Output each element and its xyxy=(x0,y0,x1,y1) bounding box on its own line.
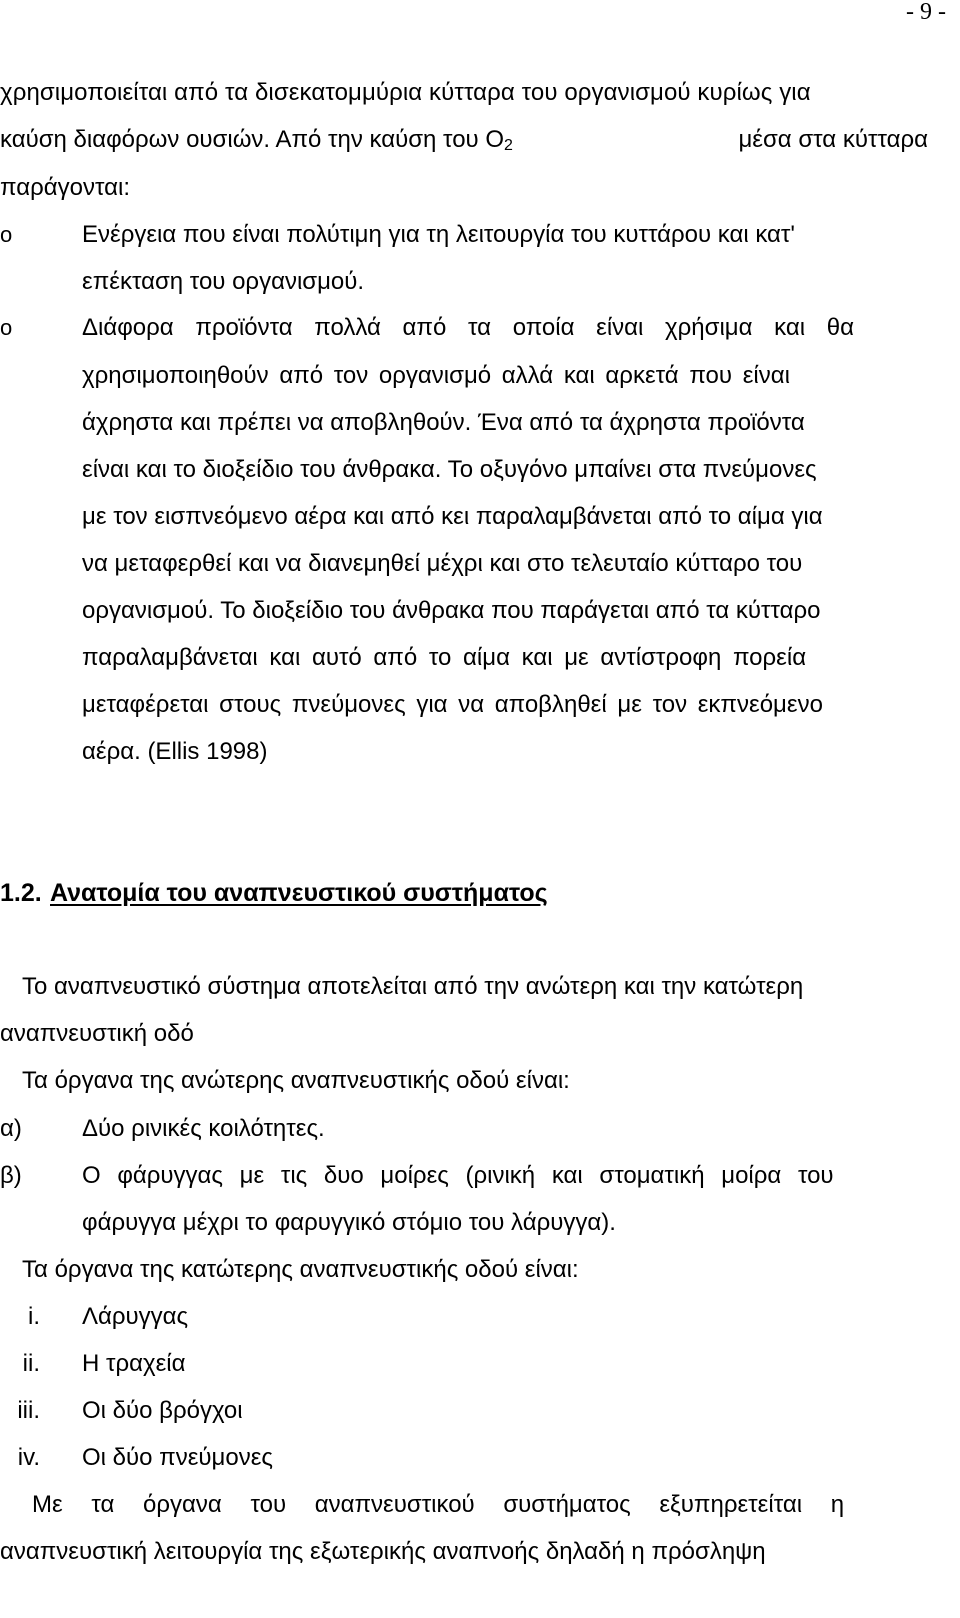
section-heading xyxy=(0,878,960,908)
para1-line-1 xyxy=(0,972,960,1002)
para1-line-2 xyxy=(0,1019,960,1049)
lower-item-2-text: Η τραχεία xyxy=(82,1350,186,1377)
upper-item-1-marker: α) xyxy=(0,1115,22,1142)
intro-line-3 xyxy=(0,173,960,203)
upper-item-2 xyxy=(0,1161,960,1191)
bullet-2-line-10 xyxy=(0,737,960,767)
lower-item-1-marker: i. xyxy=(28,1303,40,1330)
lower-intro-text: Τα όργανα της κατώτερης αναπνευστικής οδού είναι: xyxy=(22,1256,579,1283)
closing-line-2 xyxy=(0,1537,960,1567)
bullet-2-text-10: αέρα. (Ellis 1998) xyxy=(82,738,268,765)
bullet-1-text-2: επέκταση του οργανισμού. xyxy=(82,268,365,295)
bullet-2-text-2: χρησιμοποιηθούν από τον οργανισμό αλλά και αρκετά που είναι xyxy=(82,362,790,389)
bullet-2-text-8: παραλαμβάνεται και αυτό από το αίμα και με αντίστροφη πορεία xyxy=(82,644,807,671)
bullet-2-text-4: είναι και το διοξείδιο του άνθρακα. Το οξυγόνο μπαίνει στα πνεύμονες xyxy=(82,456,817,483)
lower-item-2-marker: ii. xyxy=(22,1350,40,1377)
bullet-2-line-4 xyxy=(0,455,960,485)
bullet-marker-1: o xyxy=(0,222,13,247)
bullet-2-line-2 xyxy=(0,361,960,391)
intro-line-2-b: μέσα στα κύτταρα xyxy=(738,126,928,153)
lower-item-3 xyxy=(0,1396,960,1426)
intro-line-2-a: καύση διαφόρων ουσιών. Από την καύση του $O_2$ xyxy=(0,126,513,154)
lower-item-4 xyxy=(0,1443,960,1473)
upper-intro-text: Τα όργανα της ανώτερης αναπνευστικής οδού είναι: xyxy=(22,1067,570,1094)
lower-item-4-text: Οι δύο πνεύμονες xyxy=(82,1444,273,1471)
upper-intro xyxy=(0,1066,960,1096)
lower-item-2 xyxy=(0,1349,960,1379)
upper-item-2-text-1: Ο φάρυγγας με τις δυο μοίρες (ρινική και στοματική μοίρα του xyxy=(82,1162,834,1189)
bullet-1-text-1: Ενέργεια που είναι πολύτιμη για τη λειτουργία του κυττάρου και κατ' xyxy=(82,221,795,248)
intro-line-3-text: παράγονται: xyxy=(0,174,130,201)
bullet-2-line-7 xyxy=(0,596,960,626)
lower-item-4-marker: iv. xyxy=(17,1444,40,1471)
bullet-marker-2: o xyxy=(0,315,13,340)
bullet-2-text-9: μεταφέρεται στους πνεύμονες για να αποβληθεί με τον εκπνεόμενο xyxy=(82,691,823,718)
bullet-2-text-3: άχρηστα και πρέπει να αποβληθούν. Ένα από τα άχρηστα προϊόντα xyxy=(82,409,805,436)
upper-item-2-cont xyxy=(0,1208,960,1238)
lower-item-1 xyxy=(0,1302,960,1332)
bullet-1-line-2 xyxy=(0,267,960,297)
upper-item-1 xyxy=(0,1114,960,1144)
section-title: Ανατομία του αναπνευστικού συστήματος xyxy=(50,879,548,907)
bullet-2-text-6: να μεταφερθεί και να διανεμηθεί μέχρι και στο τελευταίο κύτταρο του xyxy=(82,550,803,577)
para1-text-1: Το αναπνευστικό σύστημα αποτελείται από την ανώτερη και την κατώτερη xyxy=(22,973,804,1000)
subscript-2: 2 xyxy=(504,137,513,154)
bullet-2-text-7: οργανισμού. Το διοξείδιο του άνθρακα που παράγεται από τα κύτταρο xyxy=(82,597,821,624)
intro-line-1-text: χρησιμοποιείται από τα δισεκατομμύρια κύτταρα του οργανισμού κυρίως για xyxy=(0,79,811,106)
upper-item-2-marker: β) xyxy=(0,1162,22,1189)
lower-item-3-marker: iii. xyxy=(17,1397,40,1424)
bullet-2-line-9 xyxy=(0,690,960,720)
lower-item-1-text: Λάρυγγας xyxy=(82,1303,189,1330)
closing-text-2: αναπνευστική λειτουργία της εξωτερικής αναπνοής δηλαδή η πρόσληψη xyxy=(0,1538,766,1565)
lower-item-3-text: Οι δύο βρόγχοι xyxy=(82,1397,243,1424)
para1-text-2: αναπνευστική οδό xyxy=(0,1020,194,1047)
closing-text-1: Με τα όργανα του αναπνευστικού συστήματος εξυπηρετείται η xyxy=(32,1491,845,1518)
bullet-2-line-3 xyxy=(0,408,960,438)
bullet-2-line-1 xyxy=(0,313,960,343)
bullet-2-line-6 xyxy=(0,549,960,579)
intro-line-2 xyxy=(0,125,960,155)
bullet-2-text-5: με τον εισπνεόμενο αέρα και από κει παραλαμβάνεται από το αίμα για xyxy=(82,503,823,530)
bullet-2-line-8 xyxy=(0,643,960,673)
upper-item-2-text-2: φάρυγγα μέχρι το φαρυγγικό στόμιο του λάρυγγα). xyxy=(82,1209,616,1236)
bullet-2-text-1: Διάφορα προϊόντα πολλά από τα οποία είναι χρήσιμα και θα xyxy=(82,314,854,341)
intro-line-1 xyxy=(0,78,960,108)
closing-line-1 xyxy=(0,1490,960,1520)
upper-item-1-text: Δύο ρινικές κοιλότητες. xyxy=(82,1115,325,1142)
bullet-2-line-5 xyxy=(0,502,960,532)
page-number: - 9 - xyxy=(906,0,946,25)
lower-intro xyxy=(0,1255,960,1285)
bullet-1-line-1 xyxy=(0,220,960,250)
section-number: 1.2. xyxy=(0,879,42,907)
